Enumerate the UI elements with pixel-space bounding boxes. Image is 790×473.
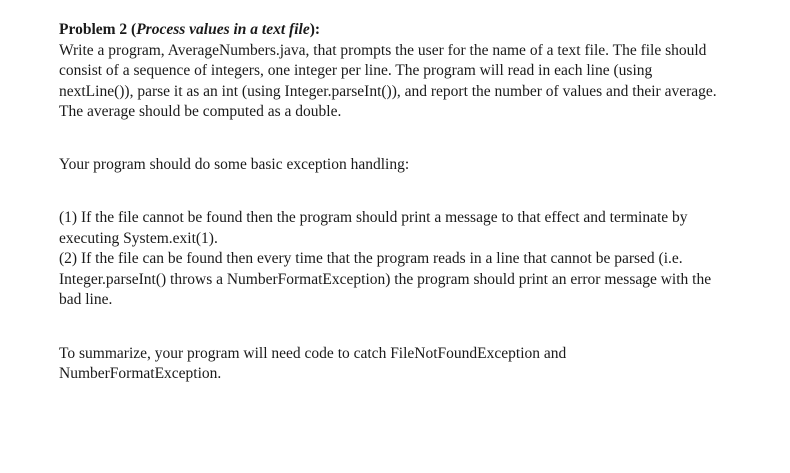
rules-line: Integer.parseInt() throws a NumberFormatException) the program should print an error message with the (59, 270, 712, 288)
rules-line: (1) If the file cannot be found then the program should print a message to that effect and terminate by (59, 209, 688, 226)
exception-intro-line: Your program should do some basic exception handling: (59, 155, 410, 173)
summary-line: NumberFormatException. (59, 365, 222, 382)
problem-heading (59, 20, 769, 41)
intro-line: Write a program, AverageNumbers.java, that prompts the user for the name of a text file. The file should (59, 41, 707, 59)
rules-line: (2) If the file can be found then every time that the program reads in a line that cannot be parsed (i.e. (59, 250, 683, 267)
intro-line: nextLine()), parse it as an int (using Integer.parseInt()), and report the number of values and their average. (59, 82, 717, 100)
heading-prefix: Problem 2 ( (59, 21, 137, 38)
intro-line: consist of a sequence of integers, one integer per line. The program will read in each line (using (59, 62, 653, 79)
rules-line: executing System.exit(1). (59, 229, 218, 247)
intro-line: The average should be computed as a double. (59, 103, 342, 120)
rules-line: bad line. (59, 291, 113, 308)
summary-paragraph (59, 344, 769, 385)
problem-document (59, 20, 769, 385)
intro-paragraph (59, 41, 769, 123)
exception-intro-paragraph (59, 155, 769, 176)
summary-line: To summarize, your program will need code to catch FileNotFoundException and (59, 344, 567, 362)
heading-suffix: ): (309, 21, 321, 38)
rules-paragraph (59, 208, 769, 311)
heading-italic-title: Process values in a text file (136, 21, 310, 38)
